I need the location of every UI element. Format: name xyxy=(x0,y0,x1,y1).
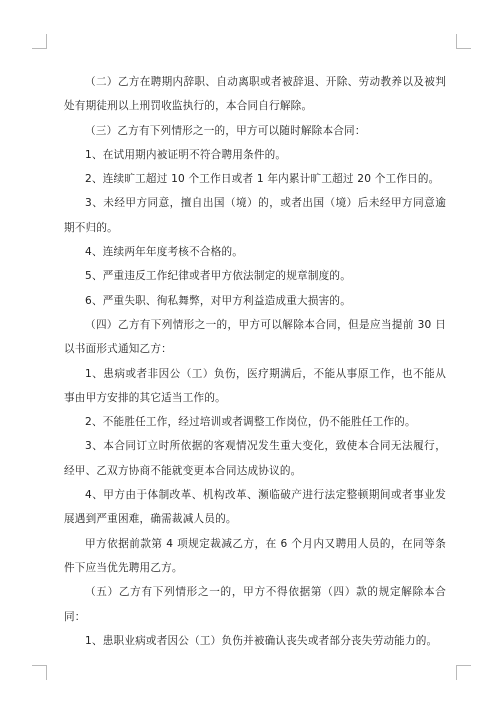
paragraph-clause-4-note: 甲方依据前款第 4 项规定裁减乙方，在 6 个月内又聘用人员的，在同等条件下应当优先聘用乙方。 xyxy=(64,537,446,574)
paragraph-clause-3-item-1: 1、在试用期内被证明不符合聘用条件的。 xyxy=(85,148,287,161)
paragraph-clause-3-item-4: 4、连续两年年度考核不合格的。 xyxy=(85,246,244,259)
paragraph-clause-5-heading: （五）乙方有下列情形之一的，甲方不得依据第（四）款的规定解除本合同： xyxy=(64,586,446,623)
paragraph-clause-4-item-4: 4、甲方由于体制改革、机构改革、濒临破产进行法定整顿期间或者事业发展遇到严重困难，确需裁减人员的。 xyxy=(64,489,446,526)
paragraph-clause-3-heading: （三）乙方有下列情形之一的，甲方可以随时解除本合同： xyxy=(85,124,366,137)
paragraph-clause-4-heading: （四）乙方有下列情形之一的，甲方可以解除本合同，但是应当提前 30 日以书面形式通知乙方： xyxy=(64,318,446,356)
crop-mark-bottom-left xyxy=(32,665,47,680)
crop-mark-top-left xyxy=(32,34,47,49)
document-body xyxy=(64,70,446,653)
paragraph-clause-3-item-5: 5、严重违反工作纪律或者甲方依法制定的规章制度的。 xyxy=(85,270,351,283)
paragraph-clause-4-item-2: 2、不能胜任工作，经过培训或者调整工作岗位，仍不能胜任工作的。 xyxy=(85,416,416,429)
crop-mark-top-right xyxy=(456,34,471,49)
paragraph-clause-3-item-6: 6、严重失职、徇私舞弊，对甲方利益造成重大损害的。 xyxy=(85,294,351,307)
paragraph-clause-2: （二）乙方在聘期内辞职、自动离职或者被辞退、开除、劳动教养以及被判处有期徒刑以上刑罚收监执行的，本合同自行解除。 xyxy=(64,76,446,113)
paragraph-clause-5-item-1: 1、患职业病或者因公（工）负伤并被确认丧失或者部分丧失劳动能力的。 xyxy=(85,634,438,647)
paragraph-clause-3-item-3: 3、未经甲方同意，擅自出国（境）的，或者出国（境）后未经甲方同意逾期不归的。 xyxy=(64,197,446,234)
paragraph-clause-4-item-1: 1、患病或者非因公（工）负伤，医疗期满后，不能从事原工作，也不能从事由甲方安排的其它适当工作的。 xyxy=(64,367,446,404)
paragraph-clause-3-item-2: 2、连续旷工超过 10 个工作日或者 1 年内累计旷工超过 20 个工作日的。 xyxy=(85,173,440,186)
paragraph-clause-4-item-3: 3、本合同订立时所依据的客观情况发生重大变化，致使本合同无法履行，经甲、乙双方协商不能就变更本合同达成协议的。 xyxy=(64,440,446,477)
crop-mark-bottom-right xyxy=(456,665,471,680)
